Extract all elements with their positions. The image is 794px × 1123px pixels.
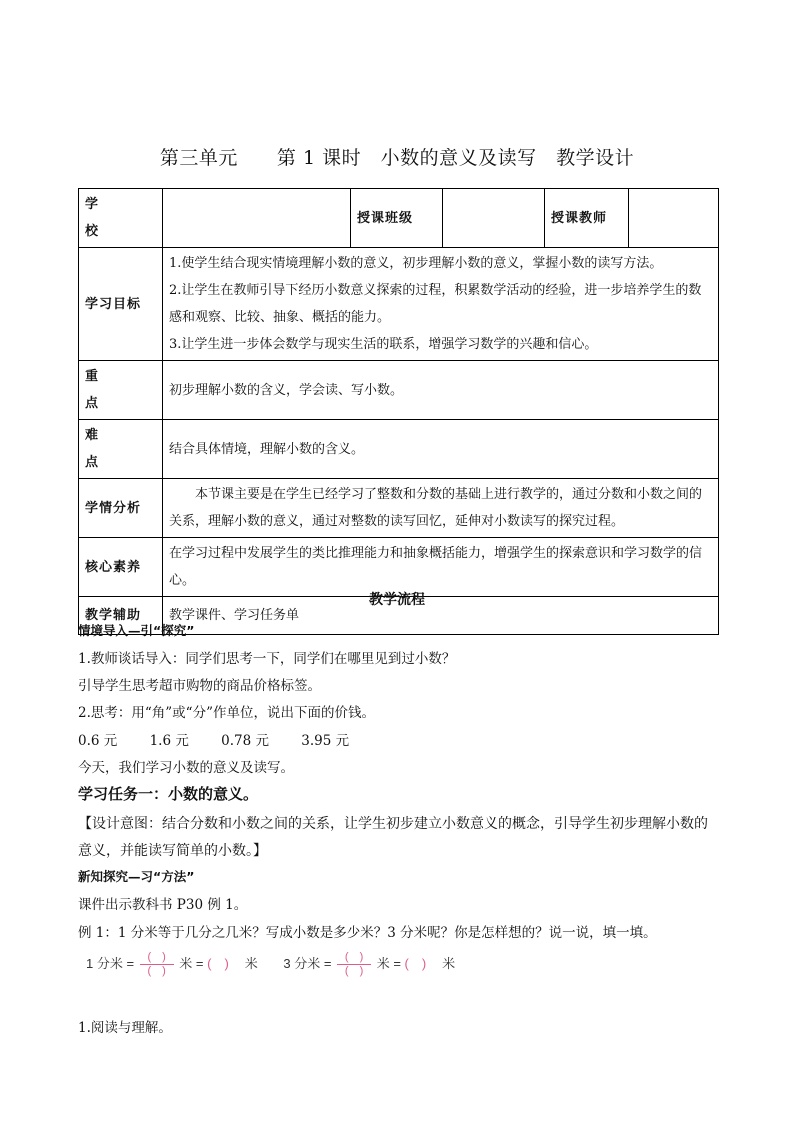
price-item: 3.95 元: [301, 733, 350, 749]
price-item: 0.78 元: [221, 733, 269, 749]
class-label: 授课班级: [351, 189, 443, 248]
denominator-blank[interactable]: ( ): [344, 965, 364, 977]
flow-line-2: 引导学生思考超市购物的商品价格标签。: [78, 678, 321, 694]
fill-in-exercise: [86, 952, 455, 977]
objectives-cell: [163, 248, 719, 361]
class-value: [443, 189, 545, 248]
aids-label: 教学辅助: [79, 597, 163, 635]
flow-line-5: 课件出示教科书 P30 例 1。: [78, 897, 248, 913]
price-item: 1.6 元: [149, 733, 189, 749]
literacy-text: 在学习过程中发展学生的类比推理能力和抽象概括能力，增强学生的探索意识和学习数学的信心。: [163, 538, 719, 597]
fill-a-left: 1 分米 =: [86, 955, 135, 971]
task-1-heading: 学习任务一：小数的意义。: [78, 785, 259, 803]
fill-a-right: 米: [244, 955, 258, 971]
flow-line-6: 例 1：1 分米等于几分之几米？写成小数是多少米？3 分米呢？你是怎样想的？说一说，填一填。: [78, 925, 657, 941]
price-item: 0.6 元: [78, 733, 118, 749]
lesson-info-table: [78, 188, 719, 635]
analysis-text: 本节课主要是在学生已经学习了整数和分数的基础上进行教学的，通过分数和小数之间的关系，理解小数的意义，通过对整数的读写回忆，延伸对小数读写的探究过程。: [163, 479, 719, 538]
aids-text: 教学课件、学习任务单: [163, 597, 719, 635]
price-list: [78, 729, 377, 749]
numerator-blank[interactable]: ( ): [344, 951, 364, 963]
fill-a-mid: 米 =: [179, 955, 204, 971]
objective-item: 1.使学生结合现实情境理解小数的意义，初步理解小数的意义，掌握小数的读写方法。: [169, 256, 663, 271]
objectives-label: 学习目标: [79, 248, 163, 361]
fill-b-mid: 米 =: [376, 955, 401, 971]
decimal-blank[interactable]: ( ): [404, 955, 427, 971]
literacy-label: 核心素养: [79, 538, 163, 597]
difficulty-label: 难 点: [79, 420, 163, 479]
flow-line-1: 1.教师谈话导入：同学们思考一下，同学们在哪里见到过小数？: [78, 651, 456, 667]
flow-line-3: 2.思考：用“角”或“分”作单位，说出下面的价钱。: [78, 705, 375, 721]
fill-b-left: 3 分米 =: [283, 955, 332, 971]
fraction-blank[interactable]: [140, 952, 174, 977]
intro-heading: 情境导入—引“探究”: [78, 623, 195, 638]
school-label: 学 校: [79, 189, 163, 248]
fill-b-right: 米: [442, 955, 456, 971]
analysis-label: 学情分析: [79, 479, 163, 538]
design-intent: 【设计意图：结合分数和小数之间的关系，让学生初步建立小数意义的概念，引导学生初步理解小数的意义，并能读写简单的小数。】: [78, 816, 708, 859]
page-title: 第三单元 第 1 课时 小数的意义及读写 教学设计: [159, 147, 635, 169]
denominator-blank[interactable]: ( ): [147, 965, 166, 977]
key-point-label: 重 点: [79, 361, 163, 420]
difficulty-text: 结合具体情境，理解小数的含义。: [163, 420, 719, 479]
flow-line-4: 今天，我们学习小数的意义及读写。: [78, 760, 294, 776]
key-point-text: 初步理解小数的含义，学会读、写小数。: [163, 361, 719, 420]
teacher-value: [629, 189, 719, 248]
flow-title: 教学流程: [369, 592, 425, 608]
objective-item: 3.让学生进一步体会数学与现实生活的联系，增强学习数学的兴趣和信心。: [169, 337, 598, 352]
explore-heading: 新知探究—习“方法”: [78, 869, 195, 884]
decimal-blank[interactable]: ( ): [207, 955, 229, 971]
teacher-label: 授课教师: [545, 189, 629, 248]
numerator-blank[interactable]: ( ): [147, 951, 166, 963]
flow-line-7: 1.阅读与理解。: [78, 1020, 172, 1036]
fraction-blank[interactable]: [337, 952, 371, 977]
objective-item: 2.让学生在教师引导下经历小数意义探索的过程，积累数学活动的经验，进一步培养学生的数感和观察、比较、抽象、概括的能力。: [169, 283, 702, 325]
